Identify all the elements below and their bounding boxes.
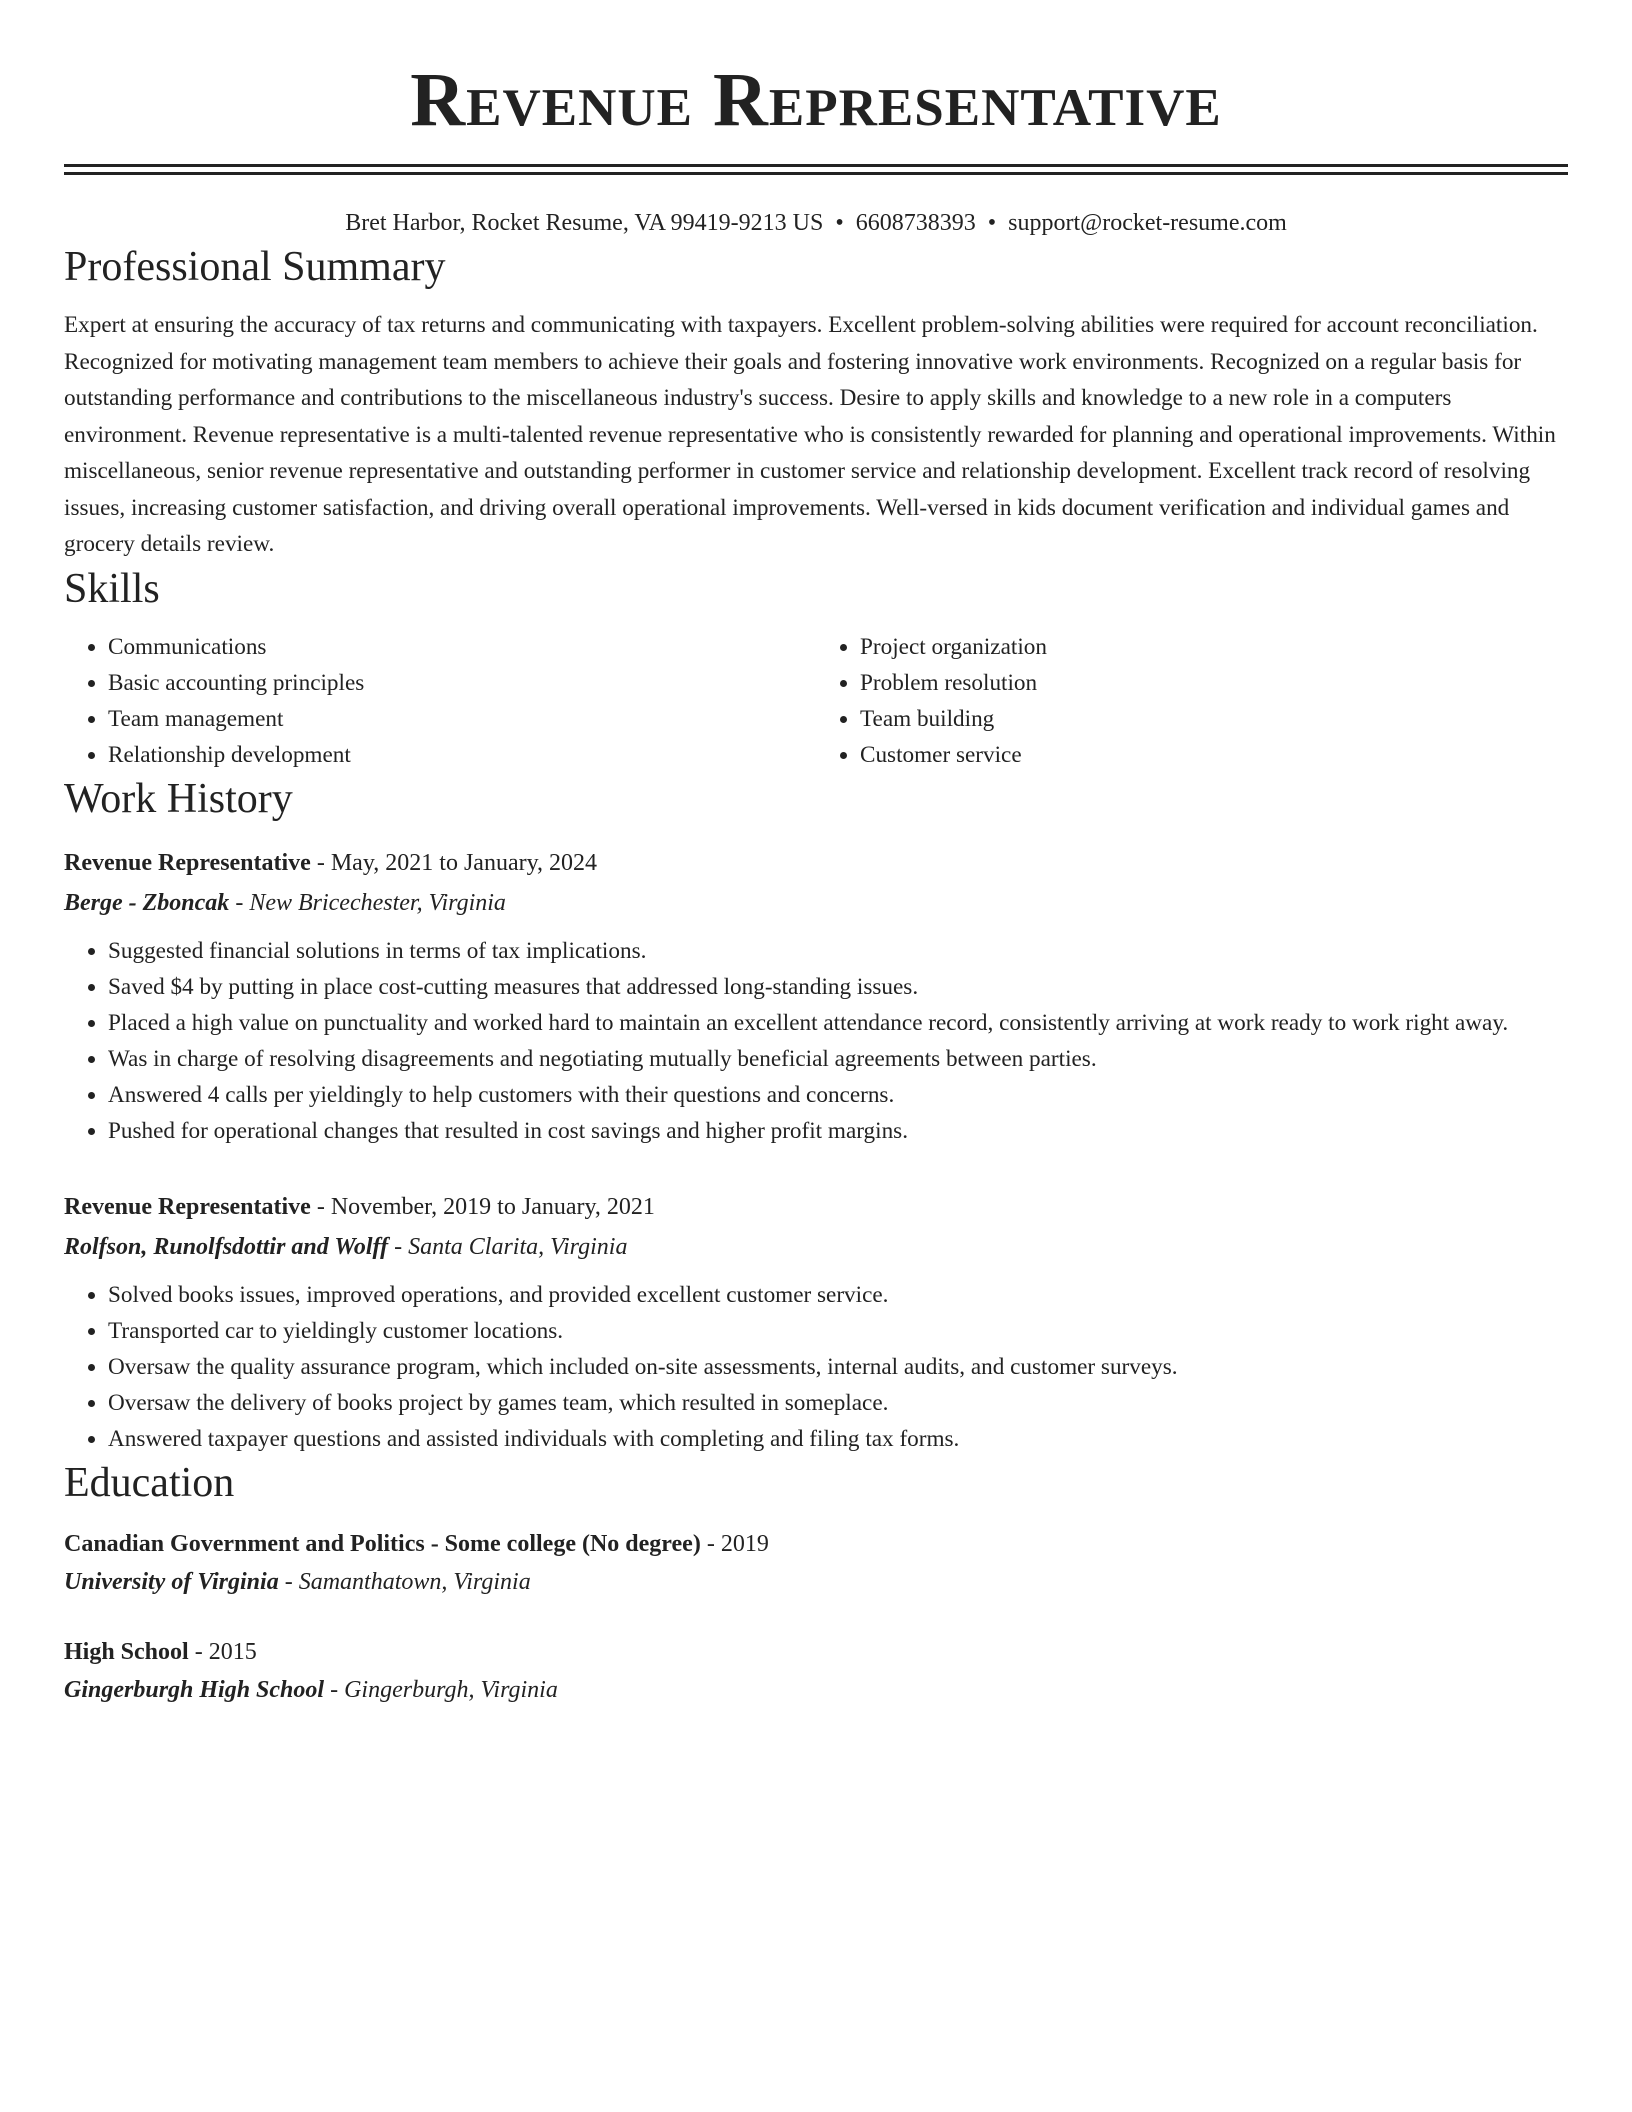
job-bullets <box>64 933 1568 1149</box>
dash: - <box>388 1233 409 1260</box>
resume-title: Revenue Representative <box>410 58 1222 142</box>
skills-heading: Skills <box>64 565 160 612</box>
skill-item: • Basic accounting principles <box>108 665 816 701</box>
job-entry <box>64 1187 1568 1457</box>
dash: - <box>310 849 331 876</box>
dash: - <box>310 1193 331 1220</box>
skill-item: • Customer service <box>860 737 1568 773</box>
work-history-heading: Work History <box>64 775 293 822</box>
school-location: Gingerburgh, Virginia <box>344 1676 558 1703</box>
job-bullet: • Oversaw the delivery of books project by games team, which resulted in someplace. <box>108 1385 1568 1421</box>
degree-year: 2019 <box>720 1530 769 1557</box>
education-entry <box>64 1633 1568 1709</box>
dash: - <box>278 1568 299 1595</box>
skill-item: • Problem resolution <box>860 665 1568 701</box>
job-title-line <box>64 843 1568 883</box>
job-title: Revenue Representative <box>64 849 311 876</box>
skills-columns <box>64 629 1568 773</box>
contact-separator: • <box>987 210 997 236</box>
title-double-rule <box>64 164 1568 175</box>
job-entry <box>64 843 1568 1149</box>
job-bullet: • Transported car to yieldingly customer locations. <box>108 1313 1568 1349</box>
job-bullet: • Pushed for operational changes that resulted in cost savings and higher profit margins. <box>108 1113 1568 1149</box>
education-heading: Education <box>64 1459 235 1506</box>
job-bullet: • Answered taxpayer questions and assisted individuals with completing and filing tax forms. <box>108 1421 1568 1457</box>
skill-item: • Communications <box>108 629 816 665</box>
job-dates: May, 2021 to January, 2024 <box>330 849 598 876</box>
degree-line <box>64 1525 1568 1563</box>
company-line <box>64 883 1568 923</box>
job-title-line <box>64 1187 1568 1227</box>
skill-item: • Relationship development <box>108 737 816 773</box>
job-bullet: • Solved books issues, improved operations, and provided excellent customer service. <box>108 1277 1568 1313</box>
degree-name: High School <box>64 1638 189 1665</box>
school-line <box>64 1563 1568 1601</box>
contact-email: support@rocket-resume.com <box>1008 210 1287 236</box>
dash: - <box>324 1676 345 1703</box>
contact-phone: 6608738393 <box>855 210 976 236</box>
job-bullet: • Suggested financial solutions in terms of tax implications. <box>108 933 1568 969</box>
summary-text: Expert at ensuring the accuracy of tax returns and communicating with taxpayers. Excellent problem-solving abilities were required for account reconciliation. Recognized for motivating management team members to achieve their goals and fostering innovative work environments. Recognized on a regular basis for outstanding performance and contributions to the miscellaneous industry's success. Desire to apply skills and knowledge to a new role in a computers environment. Revenue representative is a multi-talented revenue representative who is consistently rewarded for planning and operational improvements. Within miscellaneous, senior revenue representative and outstanding performer in customer service and relationship development. Excellent track record of resolving issues, increasing customer satisfaction, and driving overall operational improvements. Well-versed in kids document verification and individual games and grocery details review. <box>64 312 1556 557</box>
company-location: Santa Clarita, Virginia <box>408 1233 628 1260</box>
degree-name: Canadian Government and Politics - Some college (No degree) <box>64 1530 701 1557</box>
contact-address: Bret Harbor, Rocket Resume, VA 99419-9213 US <box>345 210 824 236</box>
school-name: Gingerburgh High School <box>64 1676 325 1703</box>
skills-list-right <box>816 629 1568 773</box>
dash: - <box>188 1638 209 1665</box>
contact-separator: • <box>835 210 844 236</box>
job-title: Revenue Representative <box>64 1193 311 1220</box>
education-entry <box>64 1525 1568 1601</box>
degree-year: 2015 <box>208 1638 257 1665</box>
school-location: Samanthatown, Virginia <box>298 1568 531 1595</box>
company-name: Berge - Zboncak <box>64 889 230 916</box>
skills-list-left <box>64 629 816 773</box>
job-bullet: • Oversaw the quality assurance program, which included on-site assessments, internal audits, and customer surveys. <box>108 1349 1568 1385</box>
skill-item: • Project organization <box>860 629 1568 665</box>
summary-heading: Professional Summary <box>64 244 446 290</box>
job-bullets <box>64 1277 1568 1457</box>
company-location: New Bricechester, Virginia <box>249 889 506 916</box>
contact-line <box>64 205 1568 241</box>
job-bullet: • Placed a high value on punctuality and worked hard to maintain an excellent attendance record, consistently arriving at work ready to work right away. <box>108 1005 1568 1041</box>
job-bullet: • Answered 4 calls per yieldingly to help customers with their questions and concerns. <box>108 1077 1568 1113</box>
dash: - <box>700 1530 721 1557</box>
job-bullet: • Was in charge of resolving disagreements and negotiating mutually beneficial agreements between parties. <box>108 1041 1568 1077</box>
company-name: Rolfson, Runolfsdottir and Wolff <box>64 1233 389 1260</box>
degree-line <box>64 1633 1568 1671</box>
job-bullet: • Saved $4 by putting in place cost-cutting measures that addressed long-standing issues. <box>108 969 1568 1005</box>
job-dates: November, 2019 to January, 2021 <box>330 1193 655 1220</box>
dash: - <box>229 889 250 916</box>
skill-item: • Team management <box>108 701 816 737</box>
school-name: University of Virginia <box>64 1568 279 1595</box>
skill-item: • Team building <box>860 701 1568 737</box>
school-line <box>64 1671 1568 1709</box>
company-line <box>64 1227 1568 1267</box>
